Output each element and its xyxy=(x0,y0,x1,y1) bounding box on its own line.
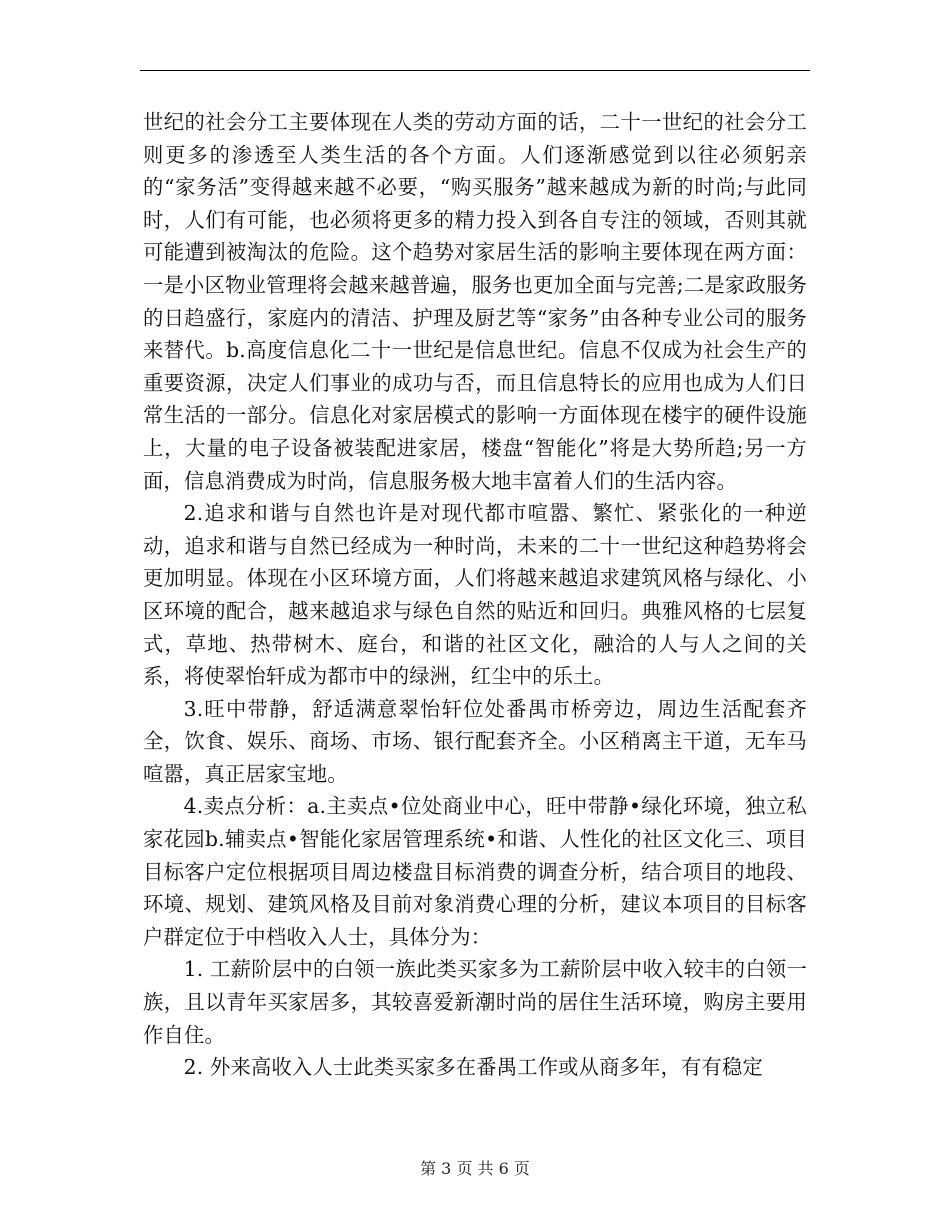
header-rule xyxy=(140,70,810,71)
paragraph-high-income: 2. 外来高收入人士此类买家多在番禺工作或从商多年，有有稳定 xyxy=(183,1055,763,1080)
page-footer: 第 3 页 共 6 页 xyxy=(420,1159,530,1178)
document-body xyxy=(143,106,807,1084)
paragraph-continued: 世纪的社会分工主要体现在人类的劳动方面的话，二十一世纪的社会分工则更多的渗透至人类生活的各个方面。人们逐渐感觉到以往必须躬亲的“家务活”变得越来越不必要，“购买服务”越来越成为新的时尚;与此同时，人们有可能，也必须将更多的精力投入到各自专注的领域，否则其就可能遭到被淘汰的危险。这个趋势对家居生活的影响主要体现在两方面：一是小区物业管理将会越来越普遍，服务也更加全面与完善;二是家政服务的日趋盛行，家庭内的清洁、护理及厨艺等“家务”由各种专业公司的服务来替代。b.高度信息化二十一世纪是信息世纪。信息不仅成为社会生产的重要资源，决定人们事业的成功与否，而且信息特长的应用也成为人们日常生活的一部分。信息化对家居模式的影响一方面体现在楼宇的硬件设施上，大量的电子设备被装配进家居，楼盘“智能化”将是大势所趋;另一方面，信息消费成为时尚，信息服务极大地丰富着人们的生活内容。 xyxy=(143,110,807,493)
paragraph-harmony-nature: 2.追求和谐与自然也许是对现代都市喧嚣、繁忙、紧张化的一种逆动，追求和谐与自然已经成为一种时尚，未来的二十一世纪这种趋势将会更加明显。体现在小区环境方面，人们将越来越追求建筑风格与绿化、小区环境的配合，越来越追求与绿色自然的贴近和回归。典雅风格的七层复式，草地、热带树木、庭台，和谐的社区文化，融洽的人与人之间的关系，将使翠怡轩成为都市中的绿洲，红尘中的乐土。 xyxy=(143,501,807,689)
paragraph-selling-points: 4.卖点分析：a.主卖点•位处商业中心，旺中带静•绿化环境，独立私家花园b.辅卖点•智能化家居管理系统•和谐、人性化的社区文化三、项目目标客户定位根据项目周边楼盘目标消费的调查分析，结合项目的地段、环境、规划、建筑风格及目前对象消费心理的分析，建议本项目的目标客户群定位于中档收入人士，具体分为： xyxy=(143,794,807,949)
paragraph-location: 3.旺中带静，舒适满意翠怡轩位处番禺市桥旁边，周边生活配套齐全，饮食、娱乐、商场、市场、银行配套齐全。小区稍离主干道，无车马喧嚣，真正居家宝地。 xyxy=(143,696,807,786)
paragraph-white-collar: 1. 工薪阶层中的白领一族此类买家多为工薪阶层中收入较丰的白领一族，且以青年买家居多，其较喜爱新潮时尚的居住生活环境，购房主要用作自住。 xyxy=(143,957,807,1047)
